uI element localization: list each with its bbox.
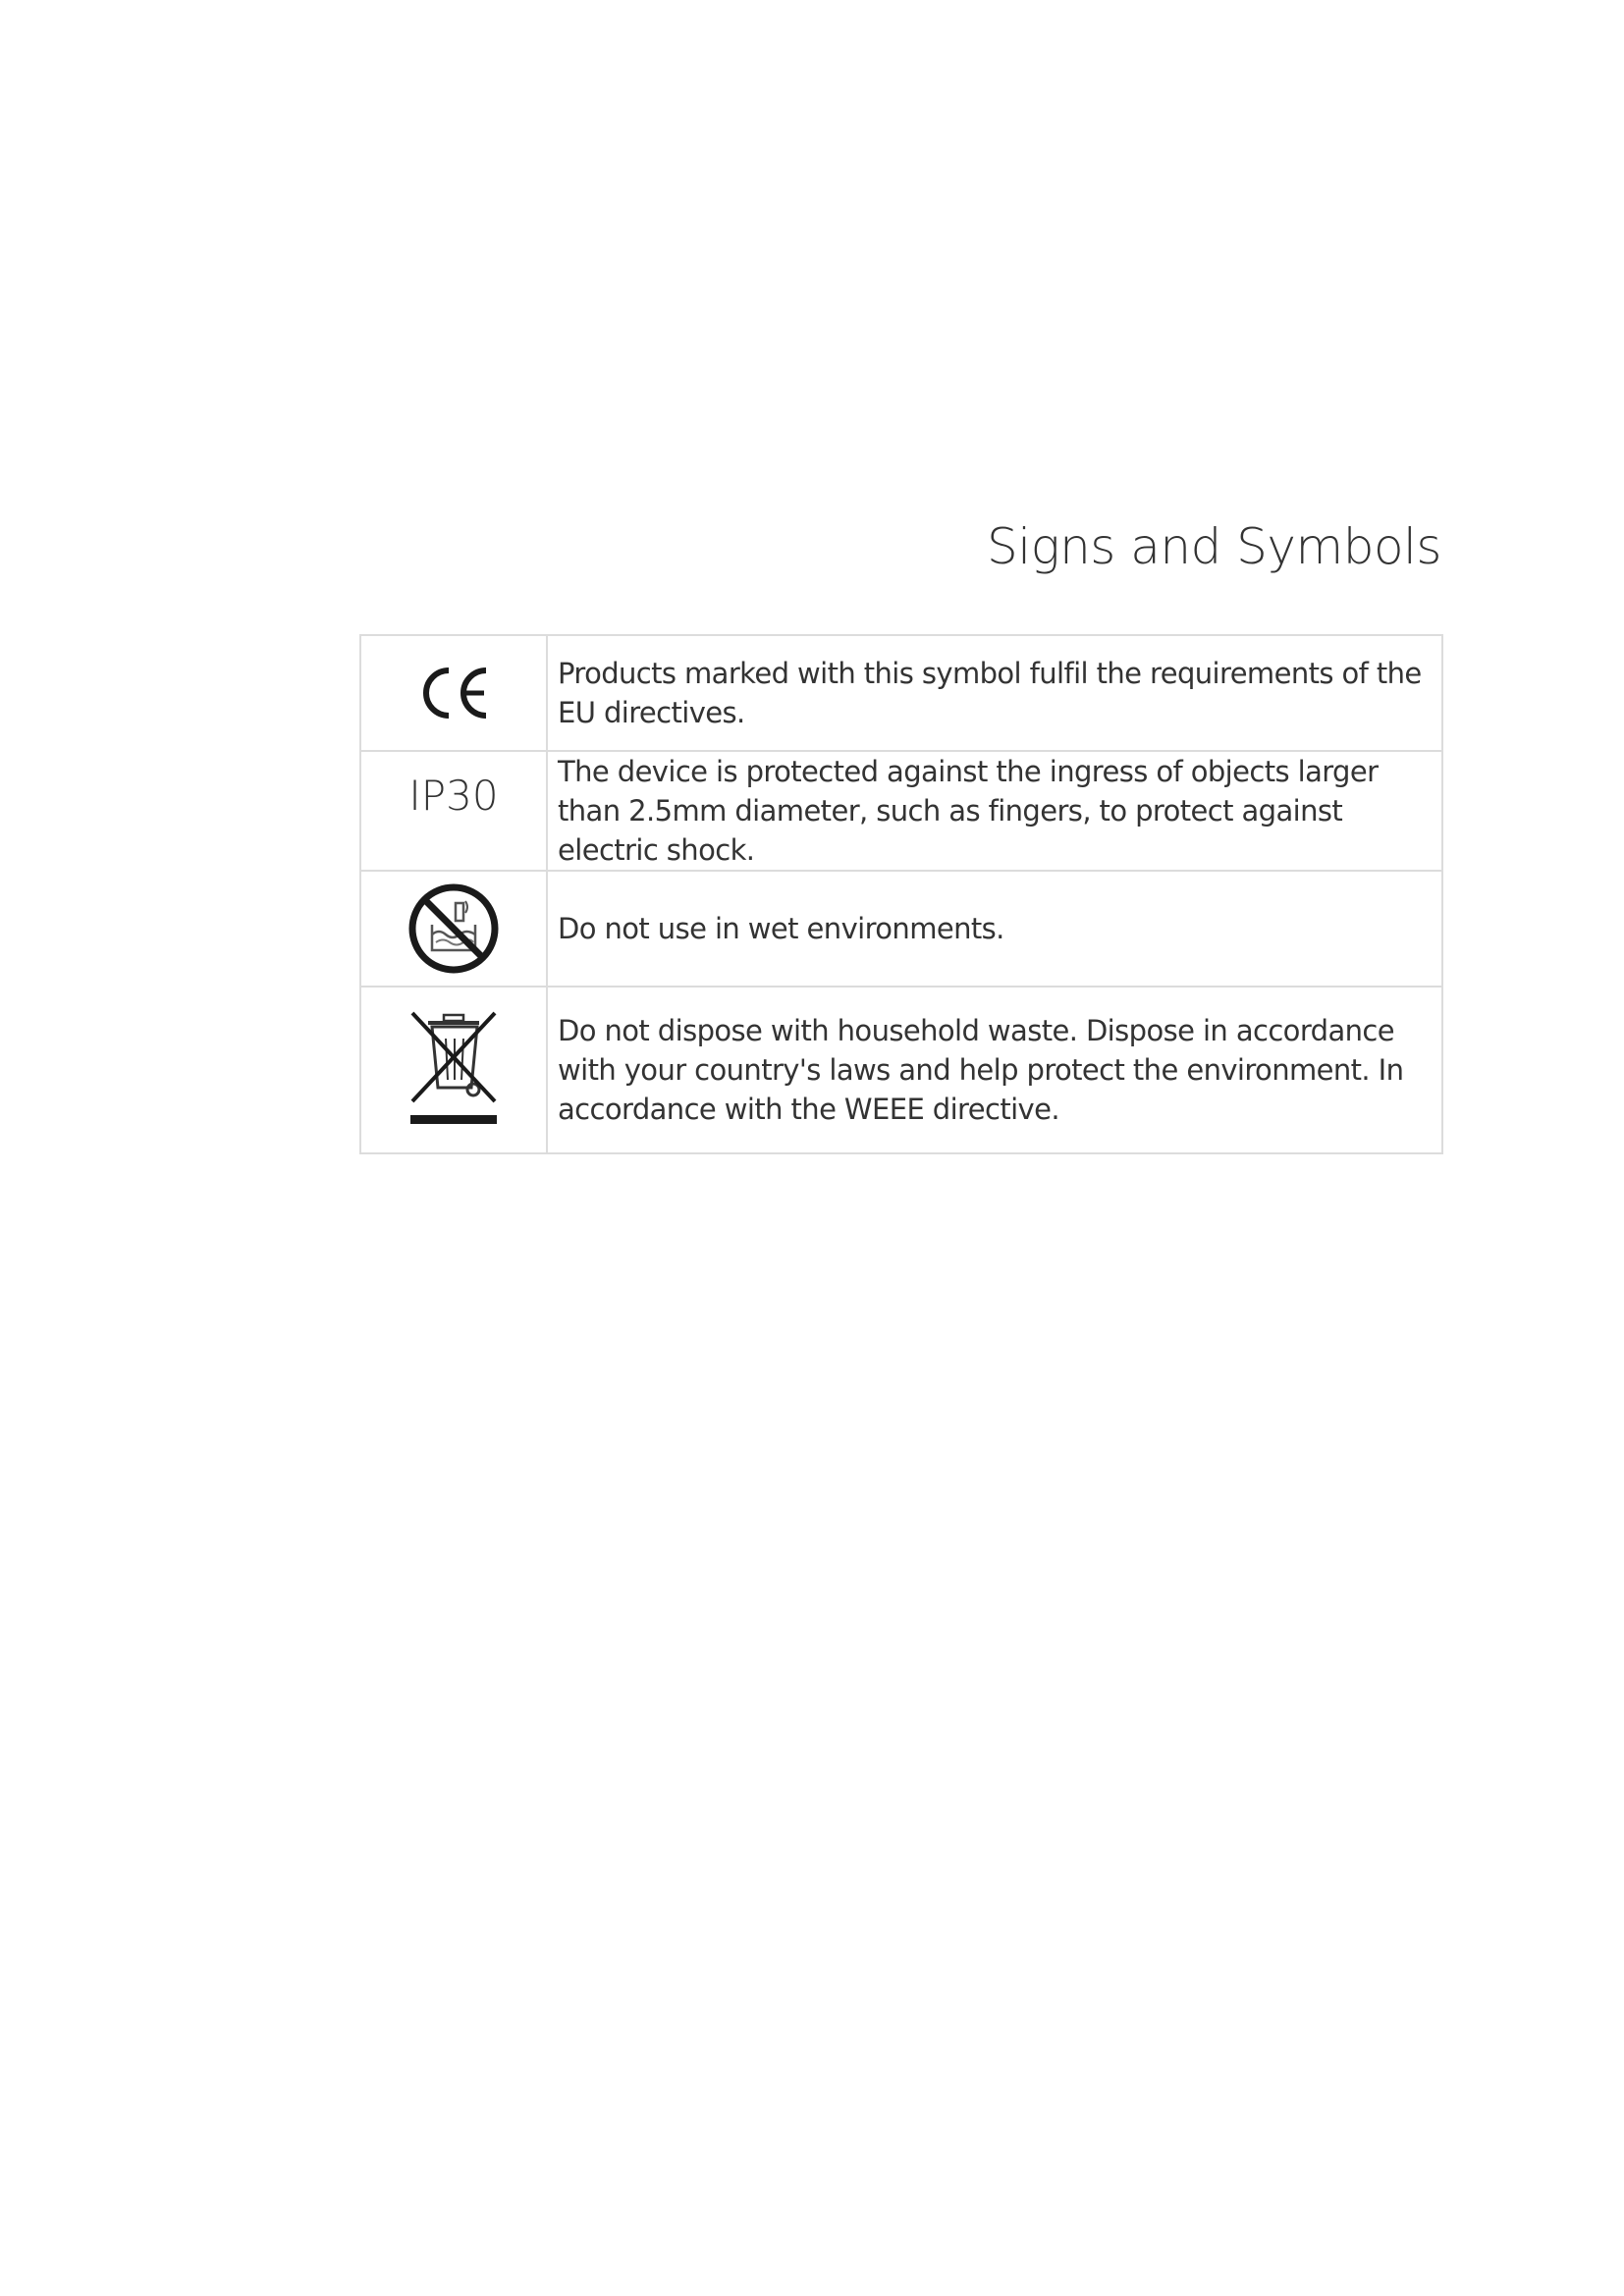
row-description: The device is protected against the ingress of objects larger than 2.5mm diameter, such as fingers, to protect against electric shock. [547,751,1442,871]
symbol-cell [360,987,547,1153]
row-description: Do not dispose with household waste. Dispose in accordance with your country's laws and help protect the environment. In accordance with the WEEE directive. [547,987,1442,1153]
symbol-cell [360,871,547,987]
row-description: Products marked with this symbol fulfil the requirements of the EU directives. [547,635,1442,751]
page-title: Signs and Symbols [986,518,1441,575]
table-row [360,871,1442,987]
symbols-table [359,634,1443,1154]
table-row [360,635,1442,751]
no-wet-environment-icon [406,881,501,976]
row-description: Do not use in wet environments. [547,871,1442,987]
ip30-label: IP30 [408,771,499,820]
weee-crossed-bin-icon [406,1009,501,1131]
symbol-cell [360,751,547,871]
table-row [360,751,1442,871]
symbol-cell [360,635,547,751]
table-row [360,987,1442,1153]
ce-mark-icon [417,666,490,721]
